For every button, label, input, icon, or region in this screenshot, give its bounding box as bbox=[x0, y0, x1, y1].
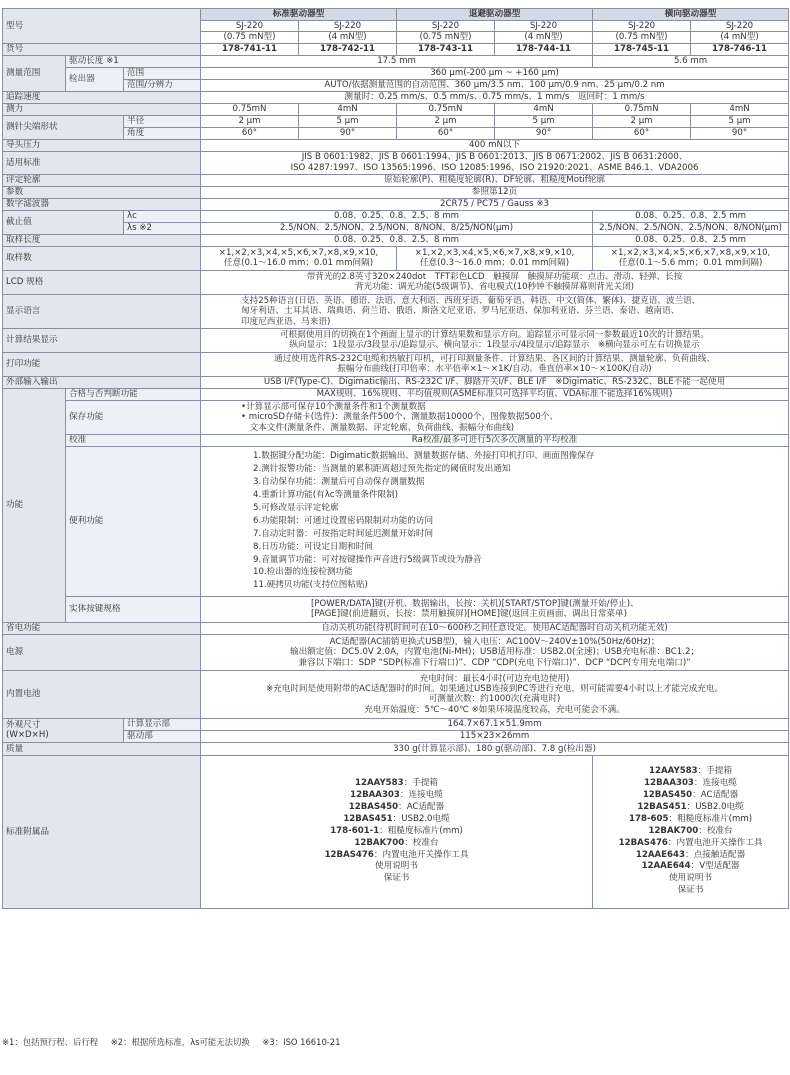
range-label: 范围 bbox=[124, 67, 201, 79]
skid-force-label: 导头压力 bbox=[3, 139, 201, 151]
accessories-label: 标准附属品 bbox=[3, 755, 201, 908]
drive-length-std: 17.5 mm bbox=[201, 55, 593, 67]
accessory-desc: USB2.0电缆 bbox=[401, 813, 450, 824]
force-value: 0.75mN bbox=[397, 103, 495, 115]
accessory-code: 12BAS451 bbox=[637, 801, 687, 812]
accessory-desc: USB2.0电缆 bbox=[695, 801, 744, 812]
model-name: SJ-220 bbox=[397, 21, 495, 32]
accessory-item: 12AAY583：手提箱 bbox=[649, 766, 733, 777]
footnote-2: ※2：根据所选标准，λs可能无法切换 bbox=[110, 1037, 250, 1047]
accessory-desc: 使用说明书 bbox=[375, 861, 418, 872]
dimensions-label: 外观尺寸 (W×D×H) bbox=[3, 718, 124, 742]
dimensions-drive-value: 115×23×26mm bbox=[201, 730, 789, 742]
model-force: (4 mN型) bbox=[299, 32, 397, 43]
stylus-angle: 90° bbox=[299, 127, 397, 139]
footnote-3: ※3：ISO 16610-21 bbox=[262, 1037, 341, 1047]
accessory-item: 12AAE644：V型适配器 bbox=[641, 861, 740, 872]
dimensions-drive-label: 驱动部 bbox=[124, 730, 201, 742]
stylus-angle: 60° bbox=[397, 127, 495, 139]
dimensions-display-label: 计算显示部 bbox=[124, 718, 201, 730]
accessory-desc: 连接电缆 bbox=[408, 790, 443, 801]
accessory-item: 12BAS450：AC适配器 bbox=[642, 790, 739, 801]
power-save-label: 省电功能 bbox=[3, 622, 201, 634]
accessory-desc: AC适配器 bbox=[406, 801, 445, 812]
accessory-desc: 使用说明书 bbox=[669, 873, 713, 884]
drive-length-trans: 5.6 mm bbox=[593, 55, 789, 67]
standards-value bbox=[201, 151, 789, 174]
model-name: SJ-220 bbox=[593, 21, 691, 32]
accessory-code: 12BAK700 bbox=[648, 825, 699, 836]
accessory-item: 12AAY583：手提箱 bbox=[355, 778, 439, 789]
accessory-code: 12BAS476 bbox=[618, 837, 668, 848]
cutoff-label: 截止值 bbox=[3, 210, 124, 234]
model-force: (0.75 mN型) bbox=[201, 32, 299, 43]
convenience-label: 便利功能 bbox=[66, 446, 201, 596]
resolution-value: AUTO/依据测量范围的自动范围、360 µm/3.5 nm、100 µm/0.9 nm、25 µm/0.2 nm bbox=[201, 79, 789, 91]
part-number: 178-746-11 bbox=[691, 43, 789, 55]
accessory-item bbox=[595, 873, 786, 885]
save-function-value: •计算显示部可保存10个测量条件和1个测量数据 • microSD存储卡(选件)：测量条件500个、测量数据10000个、图像数据500个、 文本文件(测量条件、测量数据、评定轮廓、负荷曲线、振幅分布曲线) bbox=[201, 400, 789, 434]
accessory-desc: 连接电缆 bbox=[702, 778, 737, 789]
accessory-item bbox=[203, 873, 590, 885]
model-force: (0.75 mN型) bbox=[397, 32, 495, 43]
calibration-label: 校准 bbox=[66, 434, 201, 446]
force-value: 0.75mN bbox=[593, 103, 691, 115]
accessory-item bbox=[203, 861, 590, 873]
accessory-item: 12BAS451：USB2.0电缆 bbox=[343, 813, 450, 824]
model-force: (4 mN型) bbox=[691, 32, 789, 43]
accessory-desc: 校准台 bbox=[412, 837, 439, 848]
sampling-length-label: 取样长度 bbox=[3, 234, 201, 246]
calibration-value: Ra校准/最多可进行5次多次测量的平均校准 bbox=[201, 434, 789, 446]
model-name: SJ-220 bbox=[201, 21, 299, 32]
model-force: (0.75 mN型) bbox=[593, 32, 691, 43]
accessory-item: 12BAS476：内置电池开关操作工具 bbox=[618, 837, 763, 848]
accessory-code: 12BAS450 bbox=[642, 790, 693, 801]
accessory-desc: 保证书 bbox=[677, 885, 704, 896]
accessory-item: 12BAS450：AC适配器 bbox=[348, 801, 445, 812]
sampling-length-std: 0.08、0.25、0.8、2.5、8 mm bbox=[201, 234, 593, 246]
filters-value: 2CR75 / PC75 / Gauss ※3 bbox=[201, 198, 789, 210]
print-label: 打印功能 bbox=[3, 352, 201, 376]
resolution-label: 范围/分辨力 bbox=[124, 79, 201, 91]
accessory-code: 12AAY583 bbox=[355, 778, 404, 789]
sampling-count-label: 取样数 bbox=[3, 246, 201, 270]
stylus-label: 测针尖端形状 bbox=[3, 115, 124, 139]
accessory-item: 12BAA303：连接电缆 bbox=[644, 778, 737, 789]
parameters-label: 参数 bbox=[3, 186, 201, 198]
group-retract: 退避驱动器型 bbox=[397, 9, 593, 21]
battery-value: 充电时间：最长4小时(可边充电边使用) ※充电时间是使用附带的AC适配器时的时间。如果通过USB连接到PC等进行充电，则可能需要4小时以上才能完成充电。 可测量次数：约1000次(充满电时) 充电开始温度：5℃～40℃ ※如果环境温度较高，充电可能会不满。 bbox=[201, 670, 789, 718]
cutoff-lc-std: 0.08、0.25、0.8、2.5、8 mm bbox=[201, 210, 593, 222]
stylus-radius: 5 µm bbox=[691, 115, 789, 127]
stylus-angle: 60° bbox=[201, 127, 299, 139]
accessory-desc: V型适配器 bbox=[699, 861, 740, 872]
save-function-label: 保存功能 bbox=[66, 400, 201, 434]
accessory-item: 178-601-1：粗糙度标准片(mm) bbox=[330, 825, 463, 836]
convenience-value: 1.数据键分配功能：Digimatic数据输出、测量数据存储、外接打印机打印、画面图像保存 2.测针报警功能：当测量的累积距离超过预先指定的阈值时发出通知 3.自动保存功能：测量后可自动保存测量数据 4.重新计算功能(有λc等测量条件限制) 5.可修改显示评定轮廓 6.功能限制：可通过设置密码限制对功能的访问 7.自动定时器：可按指定时间延迟测量开始时间 8.日历功能：可设定日期和时间 9.音量调节功能：可对按键操作声音进行5级调节或设为静音 10.检出器的连接检测功能 11.硬拷贝功能(支持位图粘贴) bbox=[201, 446, 789, 596]
stylus-angle: 90° bbox=[495, 127, 593, 139]
trace-speed-label: 追踪速度 bbox=[3, 91, 201, 103]
model-name: SJ-220 bbox=[299, 21, 397, 32]
output-label: 外部输入输出 bbox=[3, 376, 201, 388]
accessory-desc: 校准台 bbox=[706, 825, 733, 836]
part-number: 178-744-11 bbox=[495, 43, 593, 55]
accessory-code: 12AAE643 bbox=[635, 849, 685, 860]
model-label: 型号 bbox=[3, 9, 201, 44]
accessory-code: 178-605 bbox=[629, 813, 669, 824]
cutoff-ls-label: λs ※2 bbox=[124, 222, 201, 234]
calc-display-label: 计算结果显示 bbox=[3, 328, 201, 352]
stylus-angle: 60° bbox=[593, 127, 691, 139]
accessory-item: 12BAS476：内置电池开关操作工具 bbox=[324, 849, 469, 860]
output-value: USB I/F(Type-C)、Digimatic输出、RS-232C I/F、脚踏开关I/F、BLE I/F ※Digimatic、RS-232C、BLE不能一起使用 bbox=[201, 376, 789, 388]
accessory-code: 12AAY583 bbox=[649, 766, 698, 777]
mass-value: 330 g(计算显示部)、180 g(驱动部)、7.8 g(检出器) bbox=[201, 742, 789, 755]
accessory-item: 178-605：粗糙度标准片(mm) bbox=[629, 813, 753, 824]
standards-label: 适用标准 bbox=[3, 151, 201, 174]
drive-length-label: 驱动长度 ※1 bbox=[66, 55, 201, 67]
model-name: SJ-220 bbox=[495, 21, 593, 32]
footnotes bbox=[2, 1036, 350, 1048]
stylus-radius: 2 µm bbox=[593, 115, 691, 127]
force-value: 4mN bbox=[691, 103, 789, 115]
power-label: 电源 bbox=[3, 634, 201, 670]
print-value: 通过使用选件RS-232C电缆和热敏打印机，可打印测量条件、计算结果、各区间的计算结果、测量轮廓、负荷曲线、 振幅分布曲线(打印倍率：水平倍率×1～×1K/自动、垂直倍率×10～×100K/自动) bbox=[201, 352, 789, 376]
accessory-item: 12BAA303：连接电缆 bbox=[350, 790, 443, 801]
accessory-code: 12AAE644 bbox=[641, 861, 691, 872]
accessories-standard bbox=[201, 755, 593, 908]
accessory-code: 12BAK700 bbox=[354, 837, 405, 848]
force-value: 4mN bbox=[299, 103, 397, 115]
power-value: AC适配器(AC插销更换式USB型)，输入电压：AC100V～240V±10%(50Hz/60Hz)； 输出额定值：DC5.0V 2.0A，内置电池(Ni-MH)；USB适用标准：USB2.0(全速)；USB充电标准：BC1.2； 兼容以下端口：SDP “SDP(标准下行端口)”、CDP “CDP(充电下行端口)”、DCP “DCP(专用充电端口)” bbox=[201, 634, 789, 670]
stylus-angle-label: 角度 bbox=[124, 127, 201, 139]
skid-force-value: 400 mN以下 bbox=[201, 139, 789, 151]
accessory-code: 178-601-1 bbox=[330, 825, 380, 836]
calc-display-value: 可根据使用目的切换在1个画面上显示的计算结果数和显示方向。追踪显示可显示同一参数最近10次的计算结果。 纵向显示：1段显示/3段显示/追踪显示、横向显示：1段显示/4段显示/追踪显示 ※横向显示可左右切换显示 bbox=[201, 328, 789, 352]
accessory-item: 12AAE643：点接触适配器 bbox=[635, 849, 746, 860]
accessory-desc: 手提箱 bbox=[706, 766, 733, 777]
stylus-radius: 5 µm bbox=[495, 115, 593, 127]
accessory-code: 12BAA303 bbox=[644, 778, 694, 789]
filters-label: 数字滤波器 bbox=[3, 198, 201, 210]
keys-label: 实体按键规格 bbox=[66, 596, 201, 622]
measuring-range-label: 测量范围 bbox=[3, 55, 66, 91]
part-number: 178-741-11 bbox=[201, 43, 299, 55]
stylus-angle: 90° bbox=[691, 127, 789, 139]
cutoff-lc-trans: 0.08、0.25、0.8、2.5 mm bbox=[593, 210, 789, 222]
cutoff-lc-label: λc bbox=[124, 210, 201, 222]
power-save-value: 自动关机功能(待机时间可在10～600秒之间任意设定。使用AC适配器时自动关机功能无效) bbox=[201, 622, 789, 634]
sampling-count-retract: ×1,×2,×3,×4,×5,×6,×7,×8,×9,×10, 任意(0.3～16.0 mm；0.01 mm间隔) bbox=[397, 246, 593, 270]
lcd-value: 带背光的2.8英寸320×240dot TFT彩色LCD 触摸屏 触摸屏功能项：点击、滑动、轻弹、长按 背光功能：调光功能(5级调节)、省电模式(10秒钟不触摸屏幕则背光关闭) bbox=[201, 270, 789, 294]
judge-value: MAX规则、16%规则、平均值规则(ASME标准只可选择平均值、VDA标准不能选择16%规则) bbox=[201, 388, 789, 400]
sampling-count-transverse: ×1,×2,×3,×4,×5,×6,×7,×8,×9,×10, 任意(0.1～5.6 mm；0.01 mm间隔) bbox=[593, 246, 789, 270]
accessory-desc: AC适配器 bbox=[700, 790, 739, 801]
accessory-desc: 保证书 bbox=[383, 873, 410, 884]
accessory-desc: 内置电池开关操作工具 bbox=[382, 849, 469, 860]
accessory-code: 12BAS476 bbox=[324, 849, 374, 860]
sampling-count-standard: ×1,×2,×3,×4,×5,×6,×7,×8,×9,×10, 任意(0.1～16.0 mm；0.01 mm间隔) bbox=[201, 246, 397, 270]
judge-label: 合格与否判断功能 bbox=[66, 388, 201, 400]
parameters-value: 参照第12页 bbox=[201, 186, 789, 198]
accessory-code: 12BAS451 bbox=[343, 813, 393, 824]
accessory-item bbox=[595, 885, 786, 897]
part-number: 178-745-11 bbox=[593, 43, 691, 55]
cutoff-ls-trans: 2.5/NON、2.5/NON、2.5/NON、8/NON(µm) bbox=[593, 222, 789, 234]
part-number: 178-743-11 bbox=[397, 43, 495, 55]
accessory-desc: 点接触适配器 bbox=[693, 849, 746, 860]
part-no-label: 货号 bbox=[3, 43, 201, 55]
languages-value: 支持25种语言(日语、英语、德语、法语、意大利语、西班牙语、葡萄牙语、韩语、中文(简体、繁体)、捷克语、波兰语、 匈牙利语、土耳其语、瑞典语、荷兰语、俄语、斯洛文尼亚语、罗马尼亚语、保加利亚语、芬兰语、泰语、越南语、 印度尼西亚语、马来语) bbox=[201, 294, 789, 328]
accessory-desc: 内置电池开关操作工具 bbox=[676, 837, 763, 848]
model-name: SJ-220 bbox=[691, 21, 789, 32]
group-transverse: 横向驱动器型 bbox=[593, 9, 789, 21]
accessory-code: 12BAS450 bbox=[348, 801, 399, 812]
accessory-item: 12BAK700：校准台 bbox=[354, 837, 439, 848]
accessory-desc: 粗糙度标准片(mm) bbox=[677, 813, 753, 824]
force-value: 0.75mN bbox=[201, 103, 299, 115]
stylus-radius-label: 半径 bbox=[124, 115, 201, 127]
accessory-list bbox=[203, 778, 590, 885]
profiles-label: 评定轮廓 bbox=[3, 174, 201, 186]
keys-value: [POWER/DATA]键(开机、数据输出，长按：关机)[START/STOP]键(测量开始/停止)、 [PAGE]键(前进翻页，长按：禁用触摸屏)[HOME]键(返回主页画面、调出日常菜单) bbox=[201, 596, 789, 622]
accessory-list bbox=[595, 766, 786, 897]
force-value: 4mN bbox=[495, 103, 593, 115]
stylus-radius: 2 µm bbox=[397, 115, 495, 127]
accessory-code: 12BAA303 bbox=[350, 790, 400, 801]
accessory-desc: 粗糙度标准片(mm) bbox=[387, 825, 463, 836]
sampling-length-trans: 0.08、0.25、0.8、2.5 mm bbox=[593, 234, 789, 246]
spec-table bbox=[2, 8, 789, 909]
languages-label: 显示语言 bbox=[3, 294, 201, 328]
accessories-transverse bbox=[593, 755, 789, 908]
group-standard: 标准驱动器型 bbox=[201, 9, 397, 21]
lcd-label: LCD 规格 bbox=[3, 270, 201, 294]
detector-label: 检出器 bbox=[66, 67, 124, 91]
functions-label: 功能 bbox=[3, 388, 66, 622]
stylus-radius: 5 µm bbox=[299, 115, 397, 127]
force-label: 测力 bbox=[3, 103, 201, 115]
range-value: 360 µm(-200 µm ~ +160 µm) bbox=[201, 67, 789, 79]
trace-speed-value: 测量时：0.25 mm/s、0.5 mm/s、0.75 mm/s、1 mm/s 返回时：1 mm/s bbox=[201, 91, 789, 103]
battery-label: 内置电池 bbox=[3, 670, 201, 718]
accessory-item: 12BAS451：USB2.0电缆 bbox=[637, 801, 744, 812]
dimensions-display-value: 164.7×67.1×51.9mm bbox=[201, 718, 789, 730]
cutoff-ls-std: 2.5/NON、2.5/NON、2.5/NON、8/NON、8/25/NON(µm) bbox=[201, 222, 593, 234]
model-force: (4 mN型) bbox=[495, 32, 593, 43]
stylus-radius: 2 µm bbox=[201, 115, 299, 127]
mass-label: 质量 bbox=[3, 742, 201, 755]
profiles-value: 原始轮廓(P)、粗糙度轮廓(R)、DF轮廓、粗糙度Motif轮廓 bbox=[201, 174, 789, 186]
accessory-item: 12BAK700：校准台 bbox=[648, 825, 733, 836]
accessory-desc: 手提箱 bbox=[412, 778, 439, 789]
footnote-1: ※1：包括预行程、后行程 bbox=[2, 1037, 99, 1047]
standards-line-1: JIS B 0601:1982、JIS B 0601:1994、JIS B 0601:2013、JIS B 0671:2002、JIS B 0631:2000、 bbox=[301, 152, 688, 163]
part-number: 178-742-11 bbox=[299, 43, 397, 55]
standards-line-2: ISO 4287:1997、ISO 13565:1996、ISO 12085:1996、ISO 21920:2021、ASME B46.1、VDA2006 bbox=[290, 162, 699, 173]
